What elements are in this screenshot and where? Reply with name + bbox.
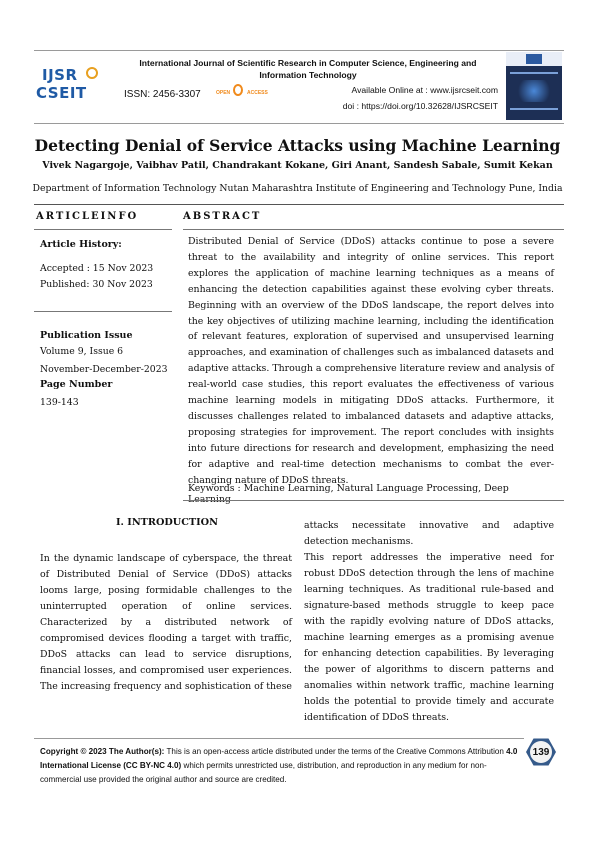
open-access-lock-icon [233,84,243,96]
gear-icon [86,67,98,79]
paper-authors: Vivek Nagargoje, Vaibhav Patil, Chandrakant Kokane, Giri Anant, Sandesh Sabale, Sumit Kekan [42,160,553,171]
doi-link[interactable]: doi : https://doi.org/10.32628/IJSRCSEIT [342,101,498,111]
publication-issue-label: Publication Issue [40,330,133,341]
license-link[interactable]: 4.0 International License (CC BY-NC 4.0) [40,747,518,770]
article-info-heading: ARTICLEINFO [36,211,139,222]
available-online-link[interactable]: Available Online at : www.ijsrcseit.com [351,85,498,95]
copyright-label: Copyright © 2023 The Author(s): [40,747,165,756]
divider [34,229,172,230]
accepted-date: Accepted : 15 Nov 2023 [40,263,154,274]
divider [34,311,172,312]
journal-title: International Journal of Scientific Research in Computer Science, Engineering and Information Technology [139,58,477,80]
page-number-label: Page Number [40,379,113,390]
page-number-badge [526,737,556,767]
page-number: 139 [530,741,552,763]
volume-issue: Volume 9, Issue 6 [40,346,124,357]
divider [183,500,564,501]
open-access-text-right: ACCESS [247,90,268,96]
journal-cover-image [506,52,562,120]
intro-paragraph-2: This report addresses the imperative need for robust DDoS detection through the lens of machine learning techniques. As traditional rule-based and signature-based methods struggle to keep pace with the rapidly evolving nature of DDoS attacks, machine learning emerges as a promising avenue for enhancing detection capabilities. By leveraging the power of algorithms to discern patterns and anomalies within network traffic, machine learning holds the potential to provide timely and accurate identification of DDoS threats. [304,552,554,723]
paper-affiliation: Department of Information Technology Nutan Maharashtra Institute of Engineering and Technology Pune, India [32,183,563,194]
body-column-right [304,518,554,726]
divider [34,204,564,205]
copyright-text-2: which permits unrestricted use, distribution, and reproduction in any medium for non-commercial use provided the original author and source are credited. [40,761,487,784]
introduction-heading: I. INTRODUCTION [116,517,218,528]
published-date: Published: 30 Nov 2023 [40,279,153,290]
body-column-left [40,551,292,695]
issn: ISSN: 2456-3307 [124,89,201,100]
journal-logo [36,64,102,104]
divider [183,229,564,230]
abstract-heading: ABSTRACT [183,211,262,222]
open-access-logo [216,86,272,100]
intro-paragraph-continued: attacks necessitate innovative and adaptive detection mechanisms. [304,520,554,547]
page-range: 139-143 [40,397,79,408]
logo-text-bottom: CSEIT [36,84,87,102]
paper-title: Detecting Denial of Service Attacks using Machine Learning [34,136,561,155]
copyright-notice [40,745,520,787]
abstract-text: Distributed Denial of Service (DDoS) attacks continue to pose a severe threat to the availability and integrity of online services. This report explores the application of machine learning techniques as a means of enhancing the detection capabilities against these evolving cyber threats. Beginning with an overview of the DDoS landscape, the report delves into the key objectives of utilizing machine learning, including the identification of relevant features, exploration of supervised and unsupervised learning approaches, and examination of challenges such as imbalanced datasets and adaptive attacks. Through a comprehensive literature review and analysis of real-world case studies, this report evaluates the effectiveness of various machine learning models in mitigating DDoS attacks. Furthermore, it discusses challenges related to imbalanced datasets and adaptive attacks, proposing strategies for improvement. The report concludes with insights into future directions for research and development, emphasizing the need for adaptive and real-time detection mechanisms to combat the ever-changing nature of DDoS threats. [188,236,554,486]
intro-paragraph-1: In the dynamic landscape of cyberspace, the threat of Distributed Denial of Service (DDoS) attacks looms large, posing formidable challenges to the uninterrupted operation of online services. Characterized by a distributed network of compromised devices flooding a target with traffic, DDoS attacks can lead to service disruptions, financial losses, and compromised user experiences. The increasing frequency and sophistication of these [40,553,292,692]
issue-date: November-December-2023 [40,364,168,375]
keywords: Keywords : Machine Learning, Natural Language Processing, Deep Learning [188,483,509,505]
footer-divider [34,738,524,739]
article-history-label: Article History: [40,239,122,250]
logo-text-top: IJSR [42,66,78,84]
copyright-text-1: This is an open-access article distributed under the terms of the Creative Commons Attribution [164,747,507,756]
open-access-text-left: OPEN [216,90,231,96]
